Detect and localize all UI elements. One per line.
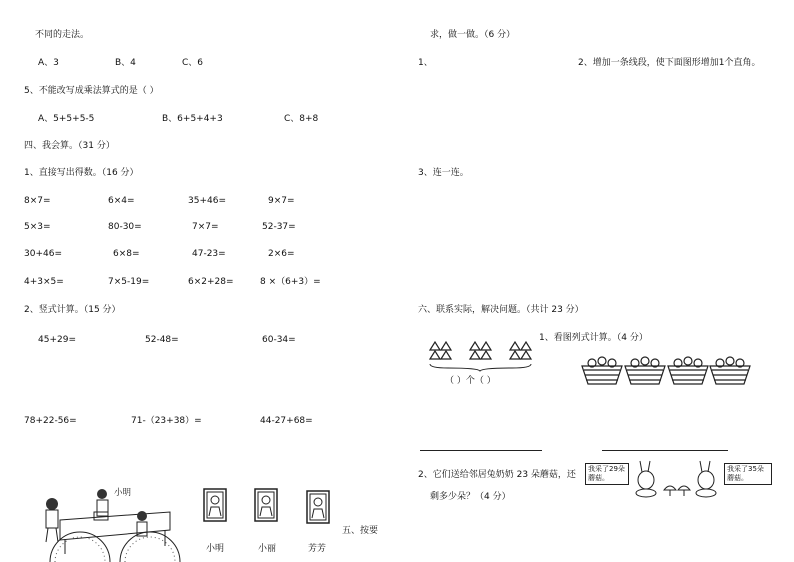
- vertical-item: 52-48=: [145, 335, 179, 345]
- app1-title: 1、看图列式计算。（4 分）: [539, 333, 648, 343]
- q1-label: 1、: [418, 58, 433, 68]
- kids-table-illustration: [20, 482, 200, 562]
- q5-stem: 5、不能改写成乘法算式的是（ ）: [24, 86, 159, 96]
- oral-item: 4+3×5=: [24, 277, 64, 287]
- sub1-title: 1、直接写出得数。（16 分）: [24, 168, 139, 178]
- oral-item: 6×8=: [113, 249, 140, 259]
- fruit-baskets-figure: [580, 356, 750, 386]
- section6-title: 六、联系实际，解决问题。（共计 23 分）: [418, 305, 584, 315]
- bubble-right-line1: 我采了35朵: [727, 465, 764, 473]
- bubble-left-line2: 蘑菇。: [588, 474, 609, 482]
- vertical-item: 60-34=: [262, 335, 296, 345]
- xiaoming-top-label: 小明: [114, 488, 132, 498]
- speech-bubble-left: [585, 463, 629, 485]
- q3-label: 3、连一连。: [418, 168, 469, 178]
- q4-option-a: A、3: [38, 58, 59, 68]
- oral-item: 47-23=: [192, 249, 226, 259]
- name-label-fangfang: 芳芳: [308, 544, 327, 554]
- q5-option-b: B、6+5+4+3: [162, 114, 223, 124]
- oral-item: 8 ×（6+3）=: [260, 277, 321, 287]
- oral-item: 52-37=: [262, 222, 296, 232]
- oral-item: 5×3=: [24, 222, 51, 232]
- oral-item: 7×7=: [192, 222, 219, 232]
- rabbits-mushrooms-figure: [632, 458, 722, 498]
- vertical-item: 44-27+68=: [260, 416, 313, 426]
- q4-option-c: C、6: [182, 58, 204, 68]
- vertical-item: 78+22-56=: [24, 416, 77, 426]
- oral-item: 2×6=: [268, 249, 295, 259]
- oral-item: 80-30=: [108, 222, 142, 232]
- oral-item: 6×2+28=: [188, 277, 234, 287]
- app2-line1: 2、它们送给邻居兔奶奶 23 朵蘑菇，还: [418, 470, 576, 480]
- portrait-frame-icon: [203, 488, 227, 522]
- oral-item: 8×7=: [24, 196, 51, 206]
- vertical-item: 71-（23+38）=: [131, 416, 202, 426]
- oral-item: 6×4=: [108, 196, 135, 206]
- q2-label: 2、增加一条线段，使下面图形增加1个直角。: [578, 58, 761, 68]
- oral-item: 35+46=: [188, 196, 226, 206]
- speech-bubble-right: [724, 463, 772, 485]
- name-label-xiaoming: 小明: [206, 544, 225, 554]
- q5-option-c: C、8+8: [284, 114, 319, 124]
- answer-line[interactable]: [420, 450, 542, 451]
- section5-continuation: 求，做一做。（6 分）: [430, 30, 516, 40]
- oral-item: 9×7=: [268, 196, 295, 206]
- section4-title: 四、我会算。（31 分）: [24, 141, 115, 151]
- triangle-groups-figure: [428, 340, 538, 370]
- app2-line2: 剩多少朵？（4 分）: [430, 492, 511, 502]
- oral-item: 7×5-19=: [108, 277, 150, 287]
- portrait-frame-icon: [306, 490, 330, 524]
- q5-option-a: A、5+5+5-5: [38, 114, 95, 124]
- brace-label: （ ）个（ ）: [445, 376, 496, 386]
- bubble-left-line1: 我采了29朵: [588, 465, 625, 473]
- sub2-title: 2、竖式计算。（15 分）: [24, 305, 121, 315]
- vertical-item: 45+29=: [38, 335, 76, 345]
- bubble-right-line2: 蘑菇。: [727, 474, 748, 482]
- portrait-frame-icon: [254, 488, 278, 522]
- section5-title: 五、按要: [342, 526, 379, 536]
- oral-item: 30+46=: [24, 249, 62, 259]
- answer-line[interactable]: [602, 450, 728, 451]
- q4-continuation: 不同的走法。: [35, 30, 90, 40]
- name-label-xiaoli: 小丽: [258, 544, 277, 554]
- q4-option-b: B、4: [115, 58, 136, 68]
